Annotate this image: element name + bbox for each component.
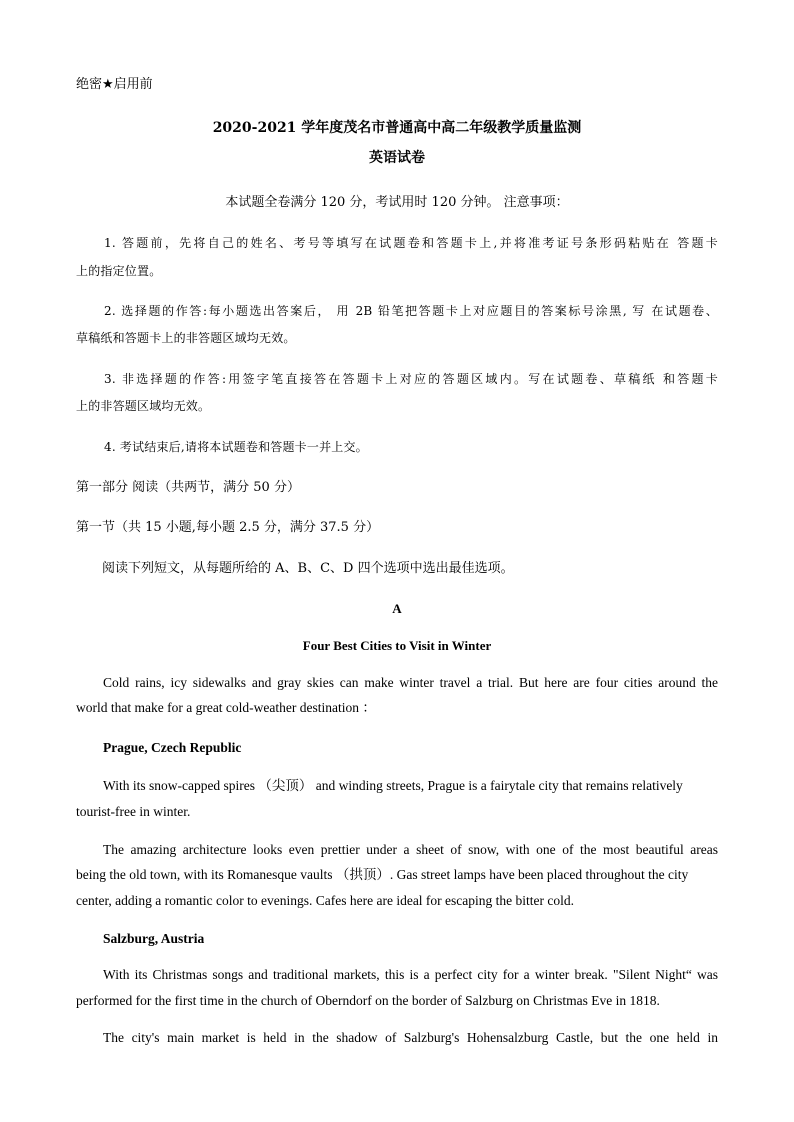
notice-3-line-2: 上的非答题区域均无效。: [76, 399, 211, 413]
para-1-line-1: Cold rains, icy sidewalks and gray skies can make winter travel a trial. But here are four cities around the: [103, 675, 718, 690]
para-5-line-1: The city's main market is held in the shadow of Salzburg's Hohensalzburg Castle, but the one held in: [103, 1030, 718, 1045]
para-4-line-2: performed for the first time in the church of Oberndorf on the border of Salzburg on Christmas Eve in 1818.: [76, 993, 660, 1008]
notice-2-line-1: 2. 选择题的作答:每小题选出答案后， 用 2B 铅笔把答题卡上对应题目的答案标号涂黑, 写 在试题卷、: [104, 304, 718, 318]
exam-subtitle: 英语试卷: [369, 150, 425, 166]
exam-title: 2020-2021 学年度茂名市普通高中高二年级教学质量监测: [212, 120, 582, 136]
heading-prague: Prague, Czech Republic: [103, 740, 242, 755]
confidential-label: 绝密★启用前: [76, 77, 153, 92]
notice-1-line-2: 上的指定位置。: [76, 264, 162, 278]
notice-2-line-2: 草稿纸和答题卡上的非答题区域均无效。: [76, 331, 296, 345]
para-1-line-2: world that make for a great cold-weather destination ：: [76, 700, 376, 715]
para-4-line-1: With its Christmas songs and traditional markets, this is a perfect city for a winter break. "Silent Night“ was: [103, 967, 718, 982]
exam-intro: 本试题全卷满分 120 分，考试用时 120 分钟。 注意事项：: [225, 195, 569, 210]
para-3-line-1: The amazing architecture looks even prettier under a sheet of snow, with one of the most beautiful areas: [103, 842, 718, 857]
para-3-line-3: center, adding a romantic color to evenings. Cafes here are ideal for escaping the bitter cold.: [76, 893, 575, 908]
para-3-line-2: being the old town, with its Romanesque vaults （拱顶）. Gas street lamps have been placed throughout the city: [76, 867, 689, 882]
section-1-heading: 第一节（共 15 小题,每小题 2.5 分，满分 37.5 分）: [76, 520, 380, 535]
para-2-line-1: With its snow-capped spires （尖顶） and winding streets, Prague is a fairytale city that remains relatively: [103, 778, 683, 793]
part-1-heading: 第一部分 阅读（共两节，满分 50 分）: [76, 480, 300, 495]
notice-4-line-1: 4. 考试结束后,请将本试题卷和答题卡一并上交。: [104, 440, 368, 454]
notice-1-line-1: 1. 答题前，先将自己的姓名、考号等填写在试题卷和答题卡上,并将准考证号条形码粘贴在 答题卡: [104, 236, 718, 250]
notice-3-line-1: 3. 非选择题的作答:用签字笔直接答在答题卡上对应的答题区域内。写在试题卷、草稿纸 和答题卡: [104, 372, 718, 386]
passage-label: A: [392, 601, 402, 616]
reading-instruction: 阅读下列短文，从每题所给的 A、B、C、D 四个选项中选出最佳选项。: [102, 561, 514, 576]
heading-salzburg: Salzburg, Austria: [103, 931, 205, 946]
passage-title: Four Best Cities to Visit in Winter: [302, 638, 492, 653]
para-2-line-2: tourist-free in winter.: [76, 804, 191, 819]
